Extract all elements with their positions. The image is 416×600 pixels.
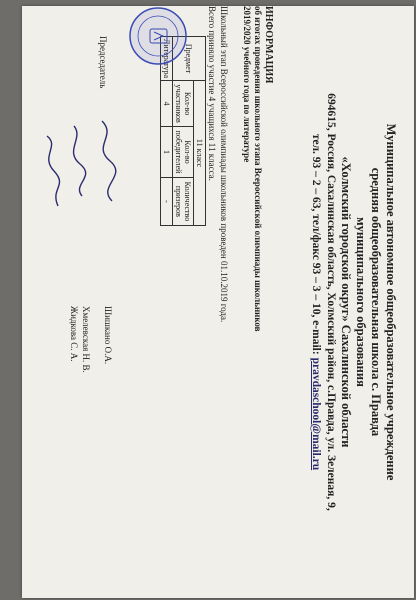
winners-header: Кол-во победителей — [173, 127, 194, 178]
info-title: ИНФОРМАЦИЯ — [263, 6, 274, 84]
header-line-3: муниципального образования — [354, 217, 368, 387]
info-body-2: Всего приняло участие 4 учащихся 11 класса. — [207, 6, 217, 181]
document-sheet — [22, 6, 414, 598]
header-line-2: средняя общеобразовательная школа с. Правда — [369, 167, 383, 437]
member-name: Жидкова С. А. — [69, 306, 79, 362]
round-stamp — [128, 6, 188, 66]
school-header — [308, 6, 398, 598]
winners-cell: 1 — [161, 127, 173, 178]
prize-header: Количество призеров — [173, 177, 194, 225]
info-body-1: Школьный этап Всероссийской олимпиады школьников проведен 01.10.2019 года. — [219, 6, 229, 323]
email-link[interactable]: pravdaschool@mail.ru — [310, 357, 322, 471]
commission-members — [68, 306, 114, 373]
chair-block — [92, 36, 114, 88]
participants-cell: 4 — [161, 81, 173, 127]
class-header: 11 класс — [194, 81, 206, 226]
subject-header: Предмет — [173, 37, 206, 81]
prize-cell: - — [161, 177, 173, 225]
document-page — [22, 6, 414, 598]
info-subtitle-2: 2019/2020 учебного года по литературе — [242, 6, 252, 163]
contacts-text: тел. 93 – 2 – 63, тел/факс 93 – 3 – 10, e-mail: — [310, 133, 322, 358]
member-name: Хмелевская Н. В. — [81, 306, 91, 373]
participants-header: Кол-во участников — [173, 81, 194, 127]
header-address: 694615, Россия, Сахалинская область, Холмский район, с.Правда, ул. Зеленая, 9, — [325, 93, 337, 511]
info-subtitle-1: об итогах проведения школьного этапа Всероссийской олимпиады школьников — [253, 6, 263, 332]
info-block — [205, 6, 274, 366]
header-line-4: «Холмский городской округ» Сахалинской области — [339, 156, 353, 448]
handwritten-signatures — [32, 116, 122, 296]
chair-label: Председатель — [98, 36, 108, 89]
member-name: Шишкано О.А. — [103, 306, 113, 365]
header-line-1: Муниципальное автономное общеобразовательное учреждение — [384, 123, 398, 481]
header-contacts — [308, 6, 323, 598]
